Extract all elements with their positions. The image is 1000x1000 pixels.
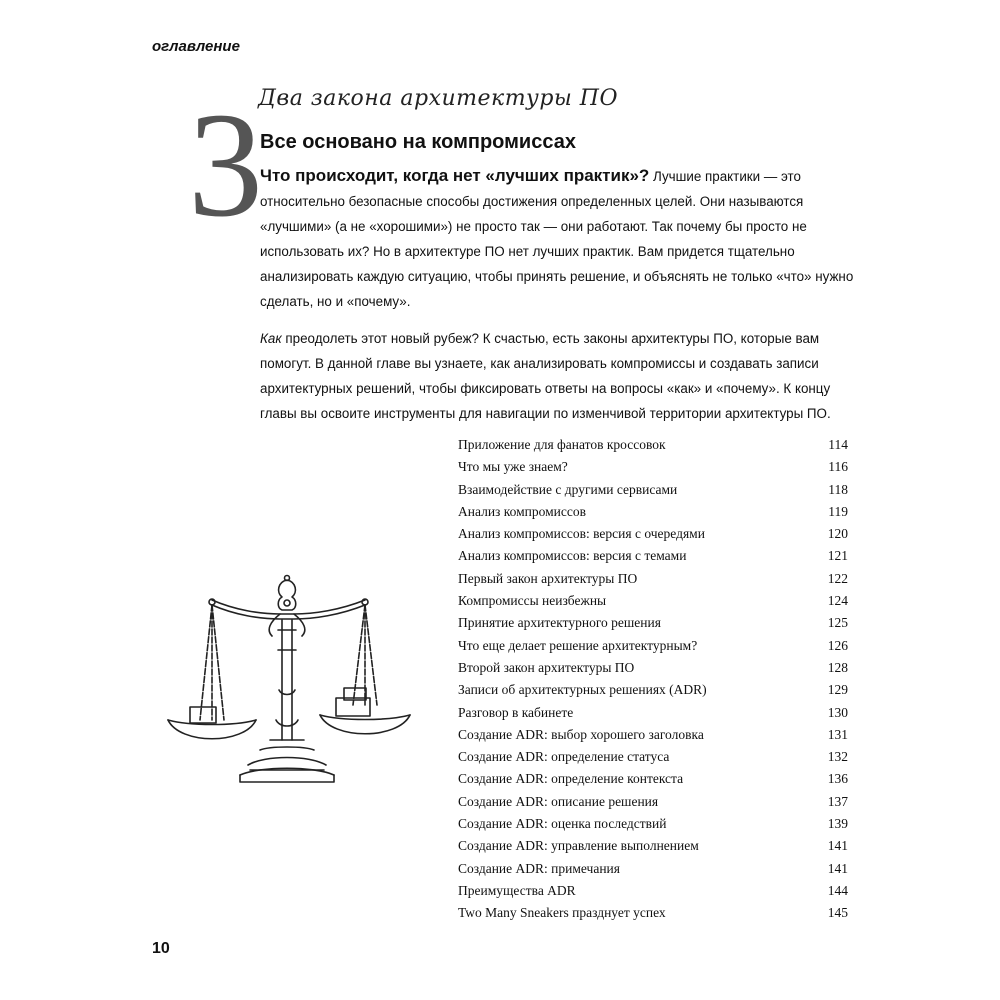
- toc-entry-page: 131: [827, 726, 848, 742]
- toc-entry-title: Компромиссы неизбежны: [458, 593, 607, 609]
- toc-entry-page: 129: [827, 682, 848, 698]
- toc-entry-title: Создание ADR: выбор хорошего заголовка: [458, 726, 704, 742]
- toc-entry-title: Two Many Sneakers празднует успех: [458, 905, 666, 921]
- table-of-contents: [458, 434, 848, 925]
- toc-entry[interactable]: [458, 724, 848, 746]
- toc-entry-title: Создание ADR: определение контекста: [458, 771, 684, 787]
- chapter-title: Два закона архитектуры ПО: [258, 86, 619, 111]
- toc-entry[interactable]: [458, 479, 848, 501]
- toc-entry-title: Создание ADR: примечания: [458, 860, 620, 876]
- toc-entry[interactable]: [458, 635, 848, 657]
- toc-entry[interactable]: [458, 679, 848, 701]
- toc-entry[interactable]: [458, 702, 848, 724]
- toc-entry-title: Записи об архитектурных решениях (ADR): [458, 682, 707, 698]
- toc-entry-title: Анализ компромиссов: версия с очередями: [458, 526, 705, 542]
- toc-entry[interactable]: [458, 835, 848, 857]
- toc-entry-title: Второй закон архитектуры ПО: [458, 659, 635, 675]
- chapter-subtitle: Все основано на компромиссах: [260, 131, 576, 153]
- toc-entry-page: 137: [827, 793, 848, 809]
- toc-entry-title: Создание ADR: оценка последствий: [458, 816, 667, 832]
- intro-p1-text: Лучшие практики — это относительно безопасные способы достижения определенных целей. Они называются «лучшими» (а не «хорошими») не просто так — они работают. Так почему бы просто не использовать их? Но в архитектуре ПО нет лучших практик. Вам придется тщательно анализировать каждую ситуацию, чтобы принять решение, и объяснять не только «что» нужно сделать, но и «почему».: [260, 169, 854, 309]
- toc-entry-page: 128: [827, 659, 848, 675]
- toc-entry-page: 114: [828, 437, 848, 452]
- toc-entry[interactable]: [458, 746, 848, 768]
- toc-entry-title: Что мы уже знаем?: [458, 459, 568, 475]
- chapter-number: 3: [188, 82, 263, 248]
- toc-entry-title: Анализ компромиссов: [458, 503, 587, 519]
- toc-entry-title: Разговор в кабинете: [458, 704, 574, 720]
- toc-entry-page: 119: [828, 503, 848, 519]
- toc-entry[interactable]: [458, 858, 848, 880]
- section-header: оглавление: [152, 38, 240, 55]
- toc-entry[interactable]: [458, 612, 848, 634]
- toc-entry[interactable]: [458, 545, 848, 567]
- toc-entry-title: Что еще делает решение архитектурным?: [458, 637, 698, 653]
- toc-entry-page: 116: [828, 459, 848, 475]
- toc-entry-title: Создание ADR: определение статуса: [458, 749, 670, 765]
- toc-entry-title: Преимущества ADR: [458, 882, 576, 898]
- intro-p2-text: преодолеть этот новый рубеж? К счастью, есть законы архитектуры ПО, которые вам помогут. В данной главе вы узнаете, как анализировать компромиссы и создавать записи архитектурных решений, чтобы фиксировать ответы на вопросы «как» и «почему». К концу главы вы освоите инструменты для навигации по изменчивой территории архитектуры ПО.: [260, 331, 831, 421]
- toc-entry[interactable]: [458, 501, 848, 523]
- toc-entry[interactable]: [458, 880, 848, 902]
- toc-entry-page: 132: [827, 749, 848, 765]
- toc-entry-title: Взаимодействие с другими сервисами: [458, 481, 678, 497]
- toc-entry[interactable]: [458, 791, 848, 813]
- toc-entry-title: Первый закон архитектуры ПО: [458, 570, 638, 586]
- toc-entry-title: Создание ADR: управление выполнением: [458, 838, 699, 854]
- toc-entry-title: Принятие архитектурного решения: [458, 615, 661, 631]
- toc-entry[interactable]: [458, 657, 848, 679]
- toc-entry-title: Приложение для фанатов кроссовок: [458, 437, 666, 452]
- toc-entry-page: 130: [827, 704, 848, 720]
- toc-entry[interactable]: [458, 456, 848, 478]
- toc-entry[interactable]: [458, 523, 848, 545]
- toc-entry-page: 141: [827, 860, 848, 876]
- toc-entry-page: 122: [827, 570, 848, 586]
- toc-entry-page: 120: [827, 526, 848, 542]
- toc-entry-page: 141: [827, 838, 848, 854]
- toc-entry-page: 144: [827, 882, 848, 898]
- toc-entry[interactable]: [458, 590, 848, 612]
- toc-entry[interactable]: [458, 568, 848, 590]
- toc-entry-page: 126: [827, 637, 848, 653]
- toc-entry[interactable]: [458, 768, 848, 790]
- toc-entry-page: 124: [827, 593, 848, 609]
- toc-entry[interactable]: [458, 813, 848, 835]
- toc-entry-page: 121: [827, 548, 848, 564]
- toc-entry-page: 125: [827, 615, 848, 631]
- intro-paragraph-2: [260, 326, 856, 426]
- intro-p2-emphasis: Как: [260, 331, 282, 346]
- toc-entry-title: Создание ADR: описание решения: [458, 793, 659, 809]
- scales-illustration: [160, 570, 415, 795]
- page-number: 10: [152, 940, 170, 957]
- toc-entry[interactable]: [458, 434, 848, 456]
- toc-entry-page: 145: [827, 905, 848, 921]
- toc-entry-page: 139: [827, 816, 848, 832]
- intro-paragraph-1: [260, 163, 856, 314]
- chapter-intro: [260, 163, 856, 426]
- toc-entry-page: 136: [827, 771, 848, 787]
- intro-lead: Что происходит, когда нет «лучших практик»?: [260, 166, 650, 185]
- toc-entry-title: Анализ компромиссов: версия с темами: [458, 548, 687, 564]
- toc-entry-page: 118: [828, 481, 848, 497]
- toc-entry[interactable]: [458, 902, 848, 924]
